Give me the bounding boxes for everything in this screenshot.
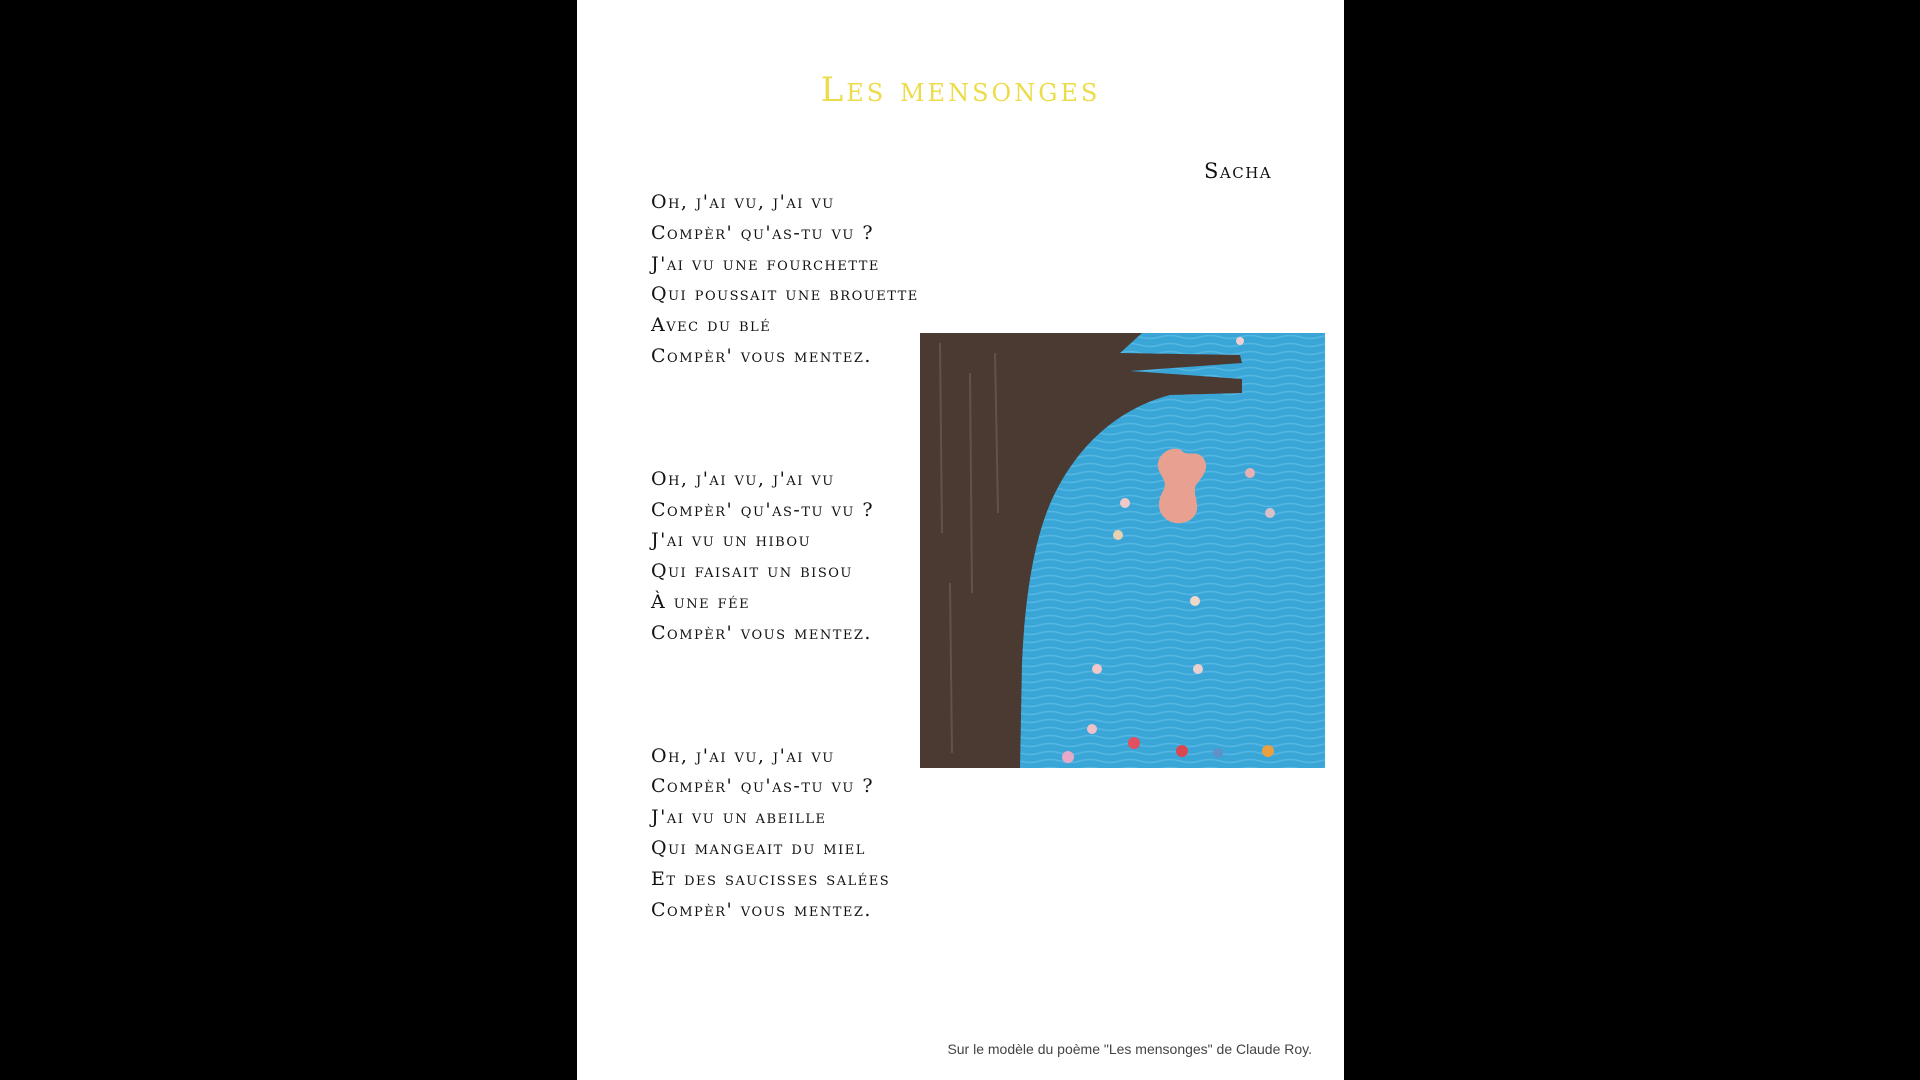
poem-body (651, 187, 919, 1017)
poem-line: À une fée (651, 590, 751, 613)
poem-line: Compèr' vous mentez. (651, 344, 872, 367)
poem-line: J'ai vu une fourchette (651, 252, 880, 275)
poem-line: Oh, j'ai vu, j'ai vu (651, 744, 835, 767)
poem-line: J'ai vu un hibou (651, 529, 812, 552)
poem-line: Qui poussait une brouette (651, 283, 919, 306)
poem-line: Compèr' qu'as-tu vu ? (651, 498, 875, 521)
poem-line: Oh, j'ai vu, j'ai vu (651, 191, 835, 213)
poem-line: Compèr' vous mentez. (651, 898, 872, 921)
poem-line: Qui faisait un bisou (651, 560, 853, 583)
poem-line: Oh, j'ai vu, j'ai vu (651, 467, 835, 490)
poem-title: Les mensonges (820, 70, 1101, 110)
poem-line: Compèr' qu'as-tu vu ? (651, 775, 875, 798)
poem-line: J'ai vu un abeille (651, 806, 827, 829)
tree-and-sky-drawing (920, 333, 1325, 768)
poem-author: Sacha (1204, 159, 1273, 183)
stanza-3 (651, 741, 919, 926)
stanza-2 (651, 464, 919, 649)
attribution-note: Sur le modèle du poème "Les mensonges" de Claude Roy. (947, 1041, 1312, 1057)
poem-line: Qui mangeait du miel (651, 836, 866, 859)
poem-line: Compèr' vous mentez. (651, 621, 872, 644)
poem-line: Compèr' qu'as-tu vu ? (651, 221, 875, 244)
poem-line: Et des saucisses salées (651, 867, 891, 890)
stanza-1 (651, 187, 919, 372)
drawing-svg (920, 333, 1325, 768)
poem-page (577, 0, 1344, 1080)
poem-line: Avec du blé (651, 314, 772, 337)
